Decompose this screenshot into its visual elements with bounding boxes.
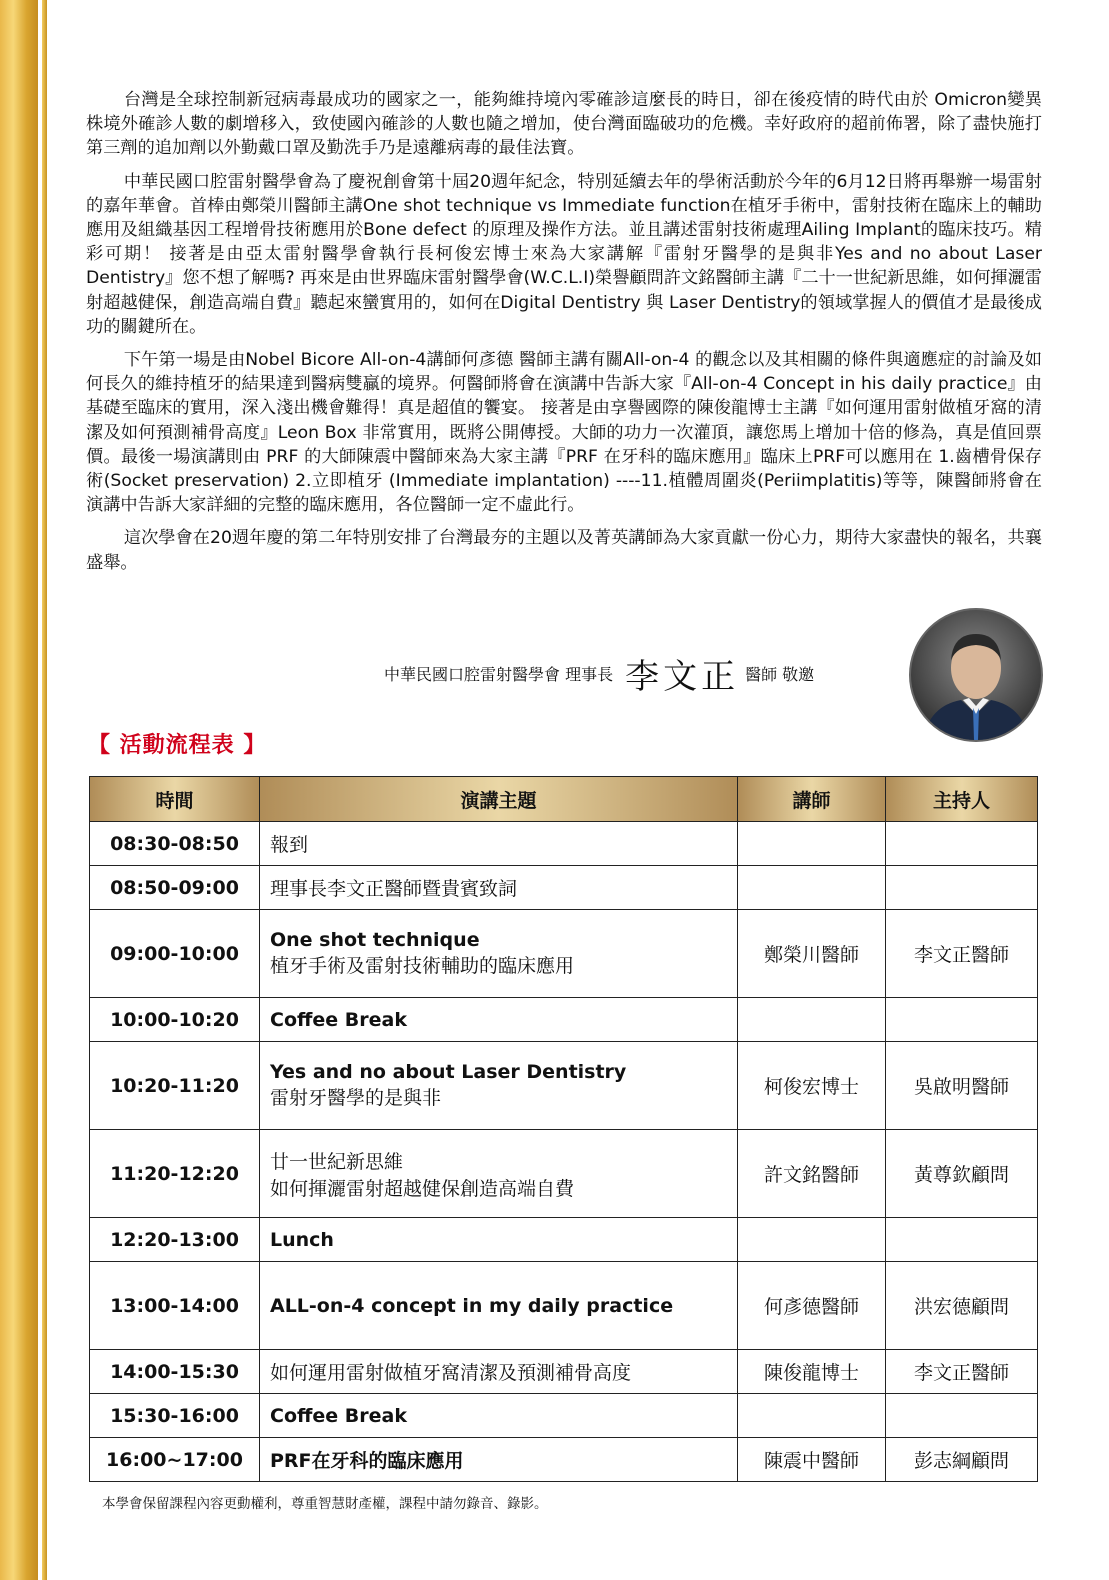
row-topic-line1: ALL-on-4 concept in my daily practice bbox=[270, 1294, 674, 1317]
intro-paragraph-3: 下午第一場是由Nobel Bicore All-on-4講師何彥德 醫師主講有關All-on-4 的觀念以及其相關的條件與適應症的討論及如何長久的維持植牙的結果達到醫病雙贏的境界。何醫師將會在演講中告訴大家『All-on-4 Concept in his daily practice』由基礎至臨床的實用，深入淺出機會難得！真是超值的饗宴。 接著是由享譽國際的陳俊龍博士主講『如何運用雷射做植牙窩的清潔及如何預測補骨高度』Leon Box 非常實用，既將公開傳授。大師的功力一次灌頂，讓您馬上增加十倍的修為，真是值回票價。最後一場演講則由 PRF 的大師陳震中醫師來為大家主講『PRF 在牙科的臨床應用』臨床上PRF可以應用在 1.齒槽骨保存術(Socket preservation) 2.立即植牙 (Immediate implantation) ----11.植體周圍炎(Periimplatitis)等等，陳醫師將會在演講中告訴大家詳細的完整的臨床應用，各位醫師一定不虛此行。 bbox=[86, 350, 1042, 516]
row-topic bbox=[260, 1262, 738, 1350]
section-title: 【 活動流程表 】 bbox=[88, 733, 267, 758]
header-topic: 演講主題 bbox=[260, 777, 738, 822]
gold-side-line bbox=[42, 0, 47, 1580]
row-speaker: 陳俊龍博士 bbox=[738, 1350, 886, 1394]
schedule-header-row bbox=[90, 777, 1038, 822]
row-time: 09:00-10:00 bbox=[90, 910, 260, 998]
row-speaker: 何彥德醫師 bbox=[738, 1262, 886, 1350]
row-speaker bbox=[738, 998, 886, 1042]
intro-paragraph-2: 中華民國口腔雷射醫學會為了慶祝創會第十屆20週年紀念，特別延續去年的學術活動於今年的6月12日將再舉辦一場雷射的嘉年華會。首棒由鄭榮川醫師主講One shot technique vs Immediate function在植牙手術中，雷射技術在臨床上的輔助應用及組織基因工程增骨技術應用於Bone defect 的原理及操作方法。並且講述雷射技術處理Ailing Implant的臨床技巧。精彩可期！ 接著是由亞太雷射醫學會執行長柯俊宏博士來為大家講解『雷射牙醫學的是與非Yes and no about Laser Dentistry』您不想了解嗎? 再來是由世界臨床雷射醫學會(W.C.L.I)榮譽顧問許文銘醫師主講『二十一世紀新思維，如何揮灑雷射超越健保，創造高端自費』聽起來蠻實用的，如何在Digital Dentistry 與 Laser Dentistry的領域掌握人的價值才是最後成功的關鍵所在。 bbox=[86, 171, 1042, 337]
row-host: 洪宏德顧問 bbox=[886, 1262, 1038, 1350]
table-row bbox=[90, 822, 1038, 866]
signature-name: 李文正 bbox=[625, 656, 740, 697]
row-time: 15:30-16:00 bbox=[90, 1394, 260, 1438]
intro-paragraph-4: 這次學會在20週年慶的第二年特別安排了台灣最夯的主題以及菁英講師為大家貢獻一份心力，期待大家盡快的報名，共襄盛舉。 bbox=[86, 528, 1042, 573]
row-topic-line1: Lunch bbox=[270, 1228, 334, 1251]
footnote: 本學會保留課程內容更動權利，尊重智慧財產權，課程中請勿錄音、錄影。 bbox=[102, 1496, 548, 1512]
table-row bbox=[90, 1262, 1038, 1350]
president-portrait bbox=[909, 608, 1043, 742]
row-topic bbox=[260, 1438, 738, 1482]
table-row bbox=[90, 1218, 1038, 1262]
row-time: 14:00-15:30 bbox=[90, 1350, 260, 1394]
row-speaker: 鄭榮川醫師 bbox=[738, 910, 886, 998]
row-topic-line2: 雷射牙醫學的是與非 bbox=[270, 1087, 442, 1109]
row-topic-line1: 理事長李文正醫師暨貴賓致詞 bbox=[270, 878, 518, 900]
row-time: 12:20-13:00 bbox=[90, 1218, 260, 1262]
row-speaker: 柯俊宏博士 bbox=[738, 1042, 886, 1130]
row-topic-line2: 如何揮灑雷射超越健保創造高端自費 bbox=[270, 1177, 575, 1200]
gold-side-bar bbox=[0, 0, 38, 1580]
row-topic-line1: One shot technique bbox=[270, 929, 480, 951]
row-topic-line1: 如何運用雷射做植牙窩清潔及預測補骨高度 bbox=[270, 1362, 632, 1384]
row-time: 08:30-08:50 bbox=[90, 822, 260, 866]
row-host bbox=[886, 998, 1038, 1042]
row-topic bbox=[260, 910, 738, 998]
signature-org-title: 中華民國口腔雷射醫學會 理事長 bbox=[384, 664, 614, 684]
table-row bbox=[90, 1350, 1038, 1394]
table-row bbox=[90, 866, 1038, 910]
row-topic-line1: PRF在牙科的臨床應用 bbox=[270, 1450, 464, 1472]
row-host: 李文正醫師 bbox=[886, 910, 1038, 998]
row-speaker: 陳震中醫師 bbox=[738, 1438, 886, 1482]
row-speaker bbox=[738, 1218, 886, 1262]
schedule-table bbox=[89, 776, 1038, 1482]
row-time: 10:00-10:20 bbox=[90, 998, 260, 1042]
row-host bbox=[886, 1218, 1038, 1262]
row-topic bbox=[260, 1350, 738, 1394]
header-time: 時間 bbox=[90, 777, 260, 822]
row-speaker bbox=[738, 1394, 886, 1438]
row-topic bbox=[260, 1042, 738, 1130]
row-topic-line1: 廿一世紀新思維 bbox=[270, 1150, 404, 1173]
row-speaker bbox=[738, 822, 886, 866]
row-topic-line1: Yes and no about Laser Dentistry bbox=[270, 1061, 627, 1083]
header-speaker: 講師 bbox=[738, 777, 886, 822]
row-host bbox=[886, 822, 1038, 866]
signature-line bbox=[384, 650, 814, 696]
row-time: 10:20-11:20 bbox=[90, 1042, 260, 1130]
table-row bbox=[90, 1042, 1038, 1130]
table-row bbox=[90, 1438, 1038, 1482]
row-topic-line2: 植牙手術及雷射技術輔助的臨床應用 bbox=[270, 955, 575, 977]
row-topic bbox=[260, 822, 738, 866]
table-row bbox=[90, 1130, 1038, 1218]
intro-paragraph-1: 台灣是全球控制新冠病毒最成功的國家之一，能夠維持境內零確診這麼長的時日，卻在後疫情的時代由於 Omicron變異株境外確診人數的劇增移入，致使國內確診的人數也隨之增加，使台灣面臨破功的危機。幸好政府的超前佈署，除了盡快施打第三劑的追加劑以外勤戴口罩及勤洗手乃是遠離病毒的最佳法寶。 bbox=[86, 90, 1042, 159]
header-host: 主持人 bbox=[886, 777, 1038, 822]
row-time: 16:00~17:00 bbox=[90, 1438, 260, 1482]
row-host bbox=[886, 1394, 1038, 1438]
row-time: 13:00-14:00 bbox=[90, 1262, 260, 1350]
row-topic-line1: Coffee Break bbox=[270, 1404, 407, 1427]
row-topic-line1: Coffee Break bbox=[270, 1008, 407, 1031]
table-row bbox=[90, 910, 1038, 998]
row-time: 08:50-09:00 bbox=[90, 866, 260, 910]
table-row bbox=[90, 1394, 1038, 1438]
row-host bbox=[886, 866, 1038, 910]
row-time: 11:20-12:20 bbox=[90, 1130, 260, 1218]
row-topic bbox=[260, 1394, 738, 1438]
intro-text bbox=[86, 88, 1042, 584]
row-speaker: 許文銘醫師 bbox=[738, 1130, 886, 1218]
row-topic bbox=[260, 998, 738, 1042]
row-host: 彭志綱顧問 bbox=[886, 1438, 1038, 1482]
row-topic-line1: 報到 bbox=[270, 834, 309, 856]
row-speaker bbox=[738, 866, 886, 910]
row-host: 吳啟明醫師 bbox=[886, 1042, 1038, 1130]
row-host: 李文正醫師 bbox=[886, 1350, 1038, 1394]
row-host: 黃尊欽顧問 bbox=[886, 1130, 1038, 1218]
signature-closing: 醫師 敬邀 bbox=[745, 664, 815, 684]
row-topic bbox=[260, 866, 738, 910]
portrait-icon bbox=[911, 610, 1041, 740]
row-topic bbox=[260, 1218, 738, 1262]
row-topic bbox=[260, 1130, 738, 1218]
table-row bbox=[90, 998, 1038, 1042]
